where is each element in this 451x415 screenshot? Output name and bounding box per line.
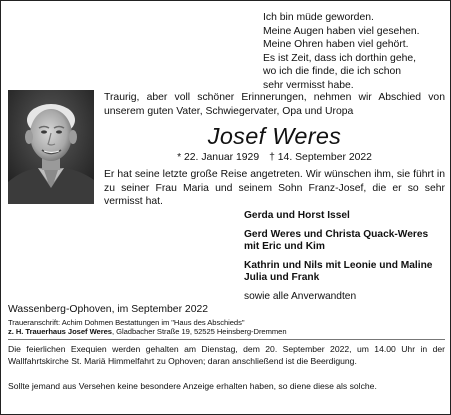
mourners-list [244, 210, 449, 304]
portrait-image [8, 90, 94, 204]
life-dates [104, 151, 445, 164]
mourner-line: mit Eric und Kim [244, 241, 325, 253]
story-text: Er hat seine letzte große Reise angetreten. Wir wünschen ihm, sie führt in zu seiner Frau Maria und seinem Sohn Franz-Josef, die er so sehr vermisst hat. [104, 169, 445, 208]
closing-note: Sollte jemand aus Versehen keine besondere Anzeige erhalten haben, so diene diese als solche. [8, 381, 377, 391]
divider [8, 339, 445, 340]
mourner-line: Gerda und Horst Issel [244, 210, 350, 221]
mourner-line: Gerd Weres und Christa Quack-Weres [244, 228, 429, 240]
address-line-1: Traueranschrift: Achim Dohmen Bestattungen im "Haus des Abschieds" [8, 318, 245, 327]
poem [263, 11, 448, 93]
address-street: , Gladbacher Straße 19, 52525 Heinsberg-Dremmen [111, 327, 287, 337]
death-date: † 14. September 2022 [269, 152, 372, 163]
portrait-photo [8, 90, 94, 204]
address-recipient: z. H. Trauerhaus Josef Weres [8, 327, 112, 337]
poem-line: sehr vermisst habe. [263, 79, 354, 91]
other-relatives: sowie alle Anverwandten [244, 290, 357, 302]
mourner-line: Julia und Frank [244, 272, 320, 284]
mourner-group [244, 260, 449, 285]
mourning-address [8, 318, 445, 337]
place-and-date: Wassenberg-Ophoven, im September 2022 [8, 304, 209, 315]
mourner-group [244, 229, 449, 254]
mourner-group [244, 210, 449, 223]
birth-date: * 22. Januar 1929 [177, 152, 260, 163]
intro-text: Traurig, aber voll schöner Erinnerungen, nehmen wir Abschied von unserem guten Vater, Schwiegervater, Opa und Uropa [104, 92, 445, 117]
funeral-details: Die feierlichen Exequien werden gehalten am Dienstag, dem 20. September 2022, um 14.00 Uhr in der Wallfahrtskirche St. Mariä Himmelfahrt zu Ophoven; daran anschließend ist die Beerdigung. [8, 344, 445, 366]
poem-line: Meine Ohren haben viel gehört. [263, 39, 409, 51]
poem-line: Es ist Zeit, dass ich dorthin gehe, [263, 52, 417, 64]
poem-line: Ich bin müde geworden. [263, 12, 374, 23]
address-line-2 [8, 327, 445, 336]
poem-line: wo ich die finde, die ich schon [263, 66, 402, 78]
deceased-name: Josef Weres [207, 123, 342, 149]
poem-line: Meine Augen haben viel gesehen. [263, 25, 420, 37]
mourner-line: Kathrin und Nils mit Leonie und Maline [244, 259, 433, 271]
